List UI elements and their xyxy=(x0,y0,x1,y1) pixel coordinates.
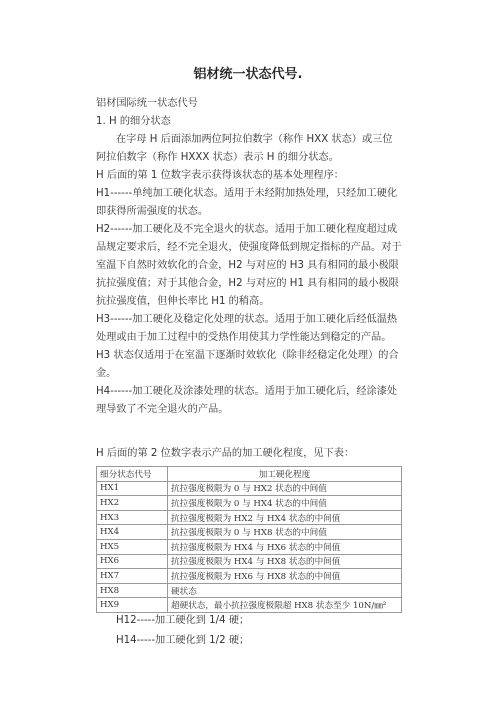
table-cell-code: HX8 xyxy=(97,583,168,598)
table-cell-code: HX9 xyxy=(97,598,168,613)
table-row xyxy=(97,525,402,540)
table-header-degree: 加工硬化程度 xyxy=(168,467,402,482)
section-heading: 1. H 的细分状态 xyxy=(96,116,171,127)
table-cell-degree: 抗拉强度极限为 HX4 与 HX6 状态的中间值 xyxy=(168,539,402,554)
table-cell-code: HX2 xyxy=(97,496,168,511)
table-cell-code: HX4 xyxy=(97,525,168,540)
paragraph-h1: H1------单纯加工硬化状态。适用于未经附加热处理，只经加工硬化即获得所需强度的状态。 xyxy=(96,188,398,217)
paragraph-second-digit: H 后面的第 2 位数字表示产品的加工硬化程度，见下表： xyxy=(96,448,355,459)
paragraph-h2: H2------加工硬化及不完全退火的状态。适用于加工硬化程度超过成品规定要求后，经不完全退火，使强度降低到规定指标的产品。对于室温下自然时效软化的合金，H2 与对应的 H3 具有相同的最小极限抗拉强度值；对于其他合金，H2 与对应的 H1 具有相同的最小极限抗拉强度值，但伸长率比 H1 的稍高。 xyxy=(96,224,402,307)
hardening-degree-table xyxy=(96,466,402,613)
table-header-code: 细分状态代号 xyxy=(97,467,168,482)
table-row xyxy=(97,539,402,554)
table-row xyxy=(97,481,402,496)
document-title: 铝材统一状态代号. xyxy=(193,67,303,82)
table-cell-code: HX7 xyxy=(97,569,168,584)
table-row xyxy=(97,569,402,584)
table-cell-degree: 抗拉强度极限为 0 与 HX2 状态的中间值 xyxy=(168,481,402,496)
table-cell-degree: 硬状态 xyxy=(168,583,402,598)
subtitle: 铝材国际统一状态代号 xyxy=(96,98,198,109)
table-cell-code: HX1 xyxy=(97,481,168,496)
table-row xyxy=(97,510,402,525)
table-cell-code: HX3 xyxy=(97,510,168,525)
table-cell-degree: 抗拉强度极限为 0 与 HX8 状态的中间值 xyxy=(168,525,402,540)
table-cell-degree: 抗拉强度极限为 0 与 HX4 状态的中间值 xyxy=(168,496,402,511)
table-row xyxy=(97,583,402,598)
table-cell-code: HX5 xyxy=(97,539,168,554)
paragraph-h-subdivision: 在字母 H 后面添加两位阿拉伯数字（称作 HXX 状态）或三位阿拉伯数字（称作 HXXX 状态）表示 H 的细分状态。 xyxy=(96,134,393,163)
table-cell-code: HX6 xyxy=(97,554,168,569)
paragraph-first-digit: H 后面的第 1 位数字表示获得该状态的基本处理程序： xyxy=(96,170,344,181)
table-cell-degree: 抗拉强度极限为 HX2 与 HX4 状态的中间值 xyxy=(168,510,402,525)
table-cell-degree: 抗拉强度极限为 HX4 与 HX8 状态的中间值 xyxy=(168,554,402,569)
h14-line: H14-----加工硬化到 1/2 硬； xyxy=(116,635,250,646)
table-cell-degree: 抗拉强度极限为 HX6 与 HX8 状态的中间值 xyxy=(168,569,402,584)
paragraph-h3: H3------加工硬化及稳定化处理的状态。适用于加工硬化后经低温热处理或由于加工过程中的受热作用使其力学性能达到稳定的产品。H3 状态仅适用于在室温下逐渐时效软化（除非经稳定化处理）的合金。 xyxy=(96,314,399,379)
table-header-row xyxy=(97,467,402,482)
table-row xyxy=(97,496,402,511)
table-row xyxy=(97,598,402,613)
paragraph-h4: H4------加工硬化及涂漆处理的状态。适用于加工硬化后，经涂漆处理导致了不完全退火的产品。 xyxy=(96,386,398,415)
table-row xyxy=(97,554,402,569)
h12-line: H12-----加工硬化到 1/4 硬； xyxy=(116,615,250,626)
table-cell-degree: 超硬状态，最小抗拉强度极限超 HX8 状态至少 10N/㎜² xyxy=(168,598,402,613)
